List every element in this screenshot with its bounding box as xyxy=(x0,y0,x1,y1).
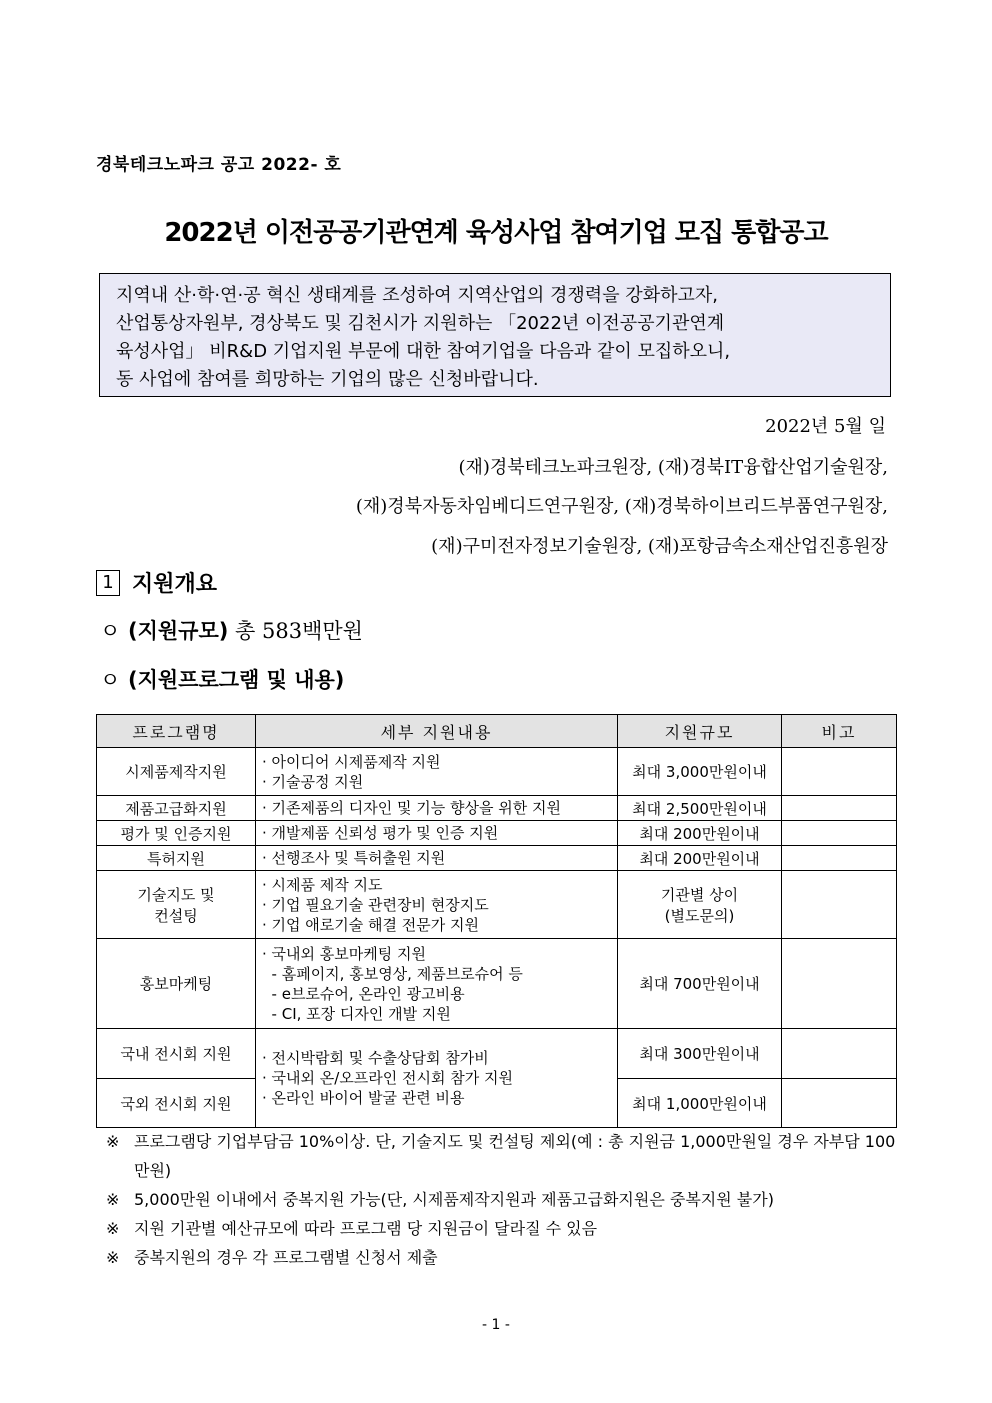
support-scale-value: 총 583백만원 xyxy=(235,619,363,643)
issuer-line: (재)구미전자정보기술원장, (재)포항금속소재산업진흥원장 xyxy=(431,536,888,557)
detail-line: - 홈페이지, 홍보영상, 제품브로슈어 등 xyxy=(262,964,523,983)
scale-line: 기관별 상이 xyxy=(660,885,739,904)
note-text: 프로그램당 기업부담금 10%이상. 단, 기술지도 및 컨설팅 제외(예 : 총 지원금 1,000만원일 경우 자부담 100만원) xyxy=(134,1132,896,1180)
announcement-date: 2022년 5월 일 xyxy=(765,416,886,437)
note-text: 5,000만원 이내에서 중복지원 가능(단, 시제품제작지원과 제품고급화지원은 중복지원 불가) xyxy=(134,1190,774,1209)
detail-line: - e브로슈어, 온라인 광고비용 xyxy=(262,984,465,1003)
detail-line: · 기술공정 지원 xyxy=(262,772,364,791)
detail-line: · 기업 필요기술 관련장비 현장지도 xyxy=(262,895,489,914)
program-name-line: 컨설팅 xyxy=(154,906,198,925)
page-number: - 1 - xyxy=(482,1317,510,1333)
table-row xyxy=(97,1029,897,1079)
program-scale: 최대 2,500만원이내 xyxy=(618,796,782,821)
program-details xyxy=(256,748,618,796)
support-program-label: (지원프로그램 및 내용) xyxy=(128,668,345,692)
issuer-line: (재)경북자동차임베디드연구원장, (재)경북하이브리드부품연구원장, xyxy=(355,496,888,517)
table-row xyxy=(97,871,897,939)
support-program-bullet xyxy=(100,664,344,694)
program-scale: 최대 1,000만원이내 xyxy=(618,1079,782,1128)
note-mark: ※ xyxy=(106,1190,120,1209)
detail-line: · 아이디어 시제품제작 지원 xyxy=(262,752,441,771)
table-row xyxy=(97,846,897,871)
intro-box xyxy=(99,273,891,397)
note-item xyxy=(106,1214,896,1243)
program-note xyxy=(782,939,897,1029)
program-name: 특허지원 xyxy=(97,846,256,871)
notice-number: 경북테크노파크 공고 2022- 호 xyxy=(96,155,342,175)
bullet-mark: ㅇ xyxy=(100,668,121,692)
issuer-line: (재)경북테크노파크원장, (재)경북IT융합산업기술원장, xyxy=(458,457,888,478)
table-row xyxy=(97,821,897,846)
notes-list xyxy=(106,1127,896,1272)
program-details xyxy=(256,1029,618,1128)
program-note xyxy=(782,1029,897,1079)
detail-line: - CI, 포장 디자인 개발 지원 xyxy=(262,1004,451,1023)
program-note xyxy=(782,1079,897,1128)
detail-line: · 전시박람회 및 수출상담회 참가비 xyxy=(262,1049,489,1067)
section-heading xyxy=(96,567,217,598)
program-details xyxy=(256,939,618,1029)
program-name-line: 기술지도 및 xyxy=(137,885,215,904)
program-name: 시제품제작지원 xyxy=(97,748,256,796)
program-name: 홍보마케팅 xyxy=(97,939,256,1029)
program-scale: 최대 200만원이내 xyxy=(618,821,782,846)
program-table xyxy=(96,714,897,1128)
detail-line: · 시제품 제작 지도 xyxy=(262,875,383,894)
program-note xyxy=(782,796,897,821)
note-text: 지원 기관별 예산규모에 따라 프로그램 당 지원금이 달라질 수 있음 xyxy=(134,1219,598,1238)
section-title: 지원개요 xyxy=(132,572,218,597)
intro-line: 산업통상자원부, 경상북도 및 김천시가 지원하는 「2022년 이전공공기관연계 xyxy=(116,313,725,334)
note-mark: ※ xyxy=(106,1219,120,1238)
detail-line: · 기존제품의 디자인 및 기능 향상을 위한 지원 xyxy=(262,799,561,817)
program-name: 국외 전시회 지원 xyxy=(97,1079,256,1128)
program-note xyxy=(782,748,897,796)
detail-line: · 기업 애로기술 해결 전문가 지원 xyxy=(262,915,479,934)
program-name: 국내 전시회 지원 xyxy=(97,1029,256,1079)
column-header: 비고 xyxy=(782,715,897,748)
program-scale: 최대 3,000만원이내 xyxy=(618,748,782,796)
column-header: 프로그램명 xyxy=(97,715,256,748)
program-details xyxy=(256,821,618,846)
program-details xyxy=(256,846,618,871)
intro-line: 지역내 산·학·연·공 혁신 생태계를 조성하여 지역산업의 경쟁력을 강화하고자, xyxy=(116,285,718,306)
intro-line: 육성사업」 비R&D 기업지원 부문에 대한 참여기업을 다음과 같이 모집하오니, xyxy=(116,341,731,362)
program-details xyxy=(256,871,618,939)
note-item xyxy=(106,1127,896,1185)
detail-line: · 선행조사 및 특허출원 지원 xyxy=(262,849,446,867)
program-scale: 최대 200만원이내 xyxy=(618,846,782,871)
program-note xyxy=(782,871,897,939)
column-header: 세부 지원내용 xyxy=(256,715,618,748)
scale-line: (별도문의) xyxy=(664,906,735,925)
intro-line: 동 사업에 참여를 희망하는 기업의 많은 신청바랍니다. xyxy=(116,369,539,390)
note-text: 중복지원의 경우 각 프로그램별 신청서 제출 xyxy=(134,1248,438,1267)
program-scale: 최대 300만원이내 xyxy=(618,1029,782,1079)
detail-line: · 국내외 홍보마케팅 지원 xyxy=(262,944,426,963)
program-name: 제품고급화지원 xyxy=(97,796,256,821)
note-item xyxy=(106,1185,896,1214)
support-scale-bullet xyxy=(100,615,363,645)
note-item xyxy=(106,1243,896,1272)
section-number: 1 xyxy=(96,570,120,596)
bullet-mark: ㅇ xyxy=(100,619,121,643)
table-header-row xyxy=(97,715,897,748)
table-row xyxy=(97,748,897,796)
detail-line: · 국내외 온/오프라인 전시회 참가 지원 xyxy=(262,1069,514,1087)
program-scale xyxy=(618,871,782,939)
program-note xyxy=(782,821,897,846)
program-scale: 최대 700만원이내 xyxy=(618,939,782,1029)
table-row xyxy=(97,939,897,1029)
column-header: 지원규모 xyxy=(618,715,782,748)
program-name xyxy=(97,871,256,939)
note-mark: ※ xyxy=(106,1132,120,1151)
program-details xyxy=(256,796,618,821)
document-title: 2022년 이전공공기관연계 육성사업 참여기업 모집 통합공고 xyxy=(164,218,828,248)
program-note xyxy=(782,846,897,871)
detail-line: · 개발제품 신뢰성 평가 및 인증 지원 xyxy=(262,824,499,842)
note-mark: ※ xyxy=(106,1248,120,1267)
detail-line: · 온라인 바이어 발굴 관련 비용 xyxy=(262,1089,465,1107)
support-scale-label: (지원규모) xyxy=(128,619,229,643)
table-row xyxy=(97,796,897,821)
program-name: 평가 및 인증지원 xyxy=(97,821,256,846)
